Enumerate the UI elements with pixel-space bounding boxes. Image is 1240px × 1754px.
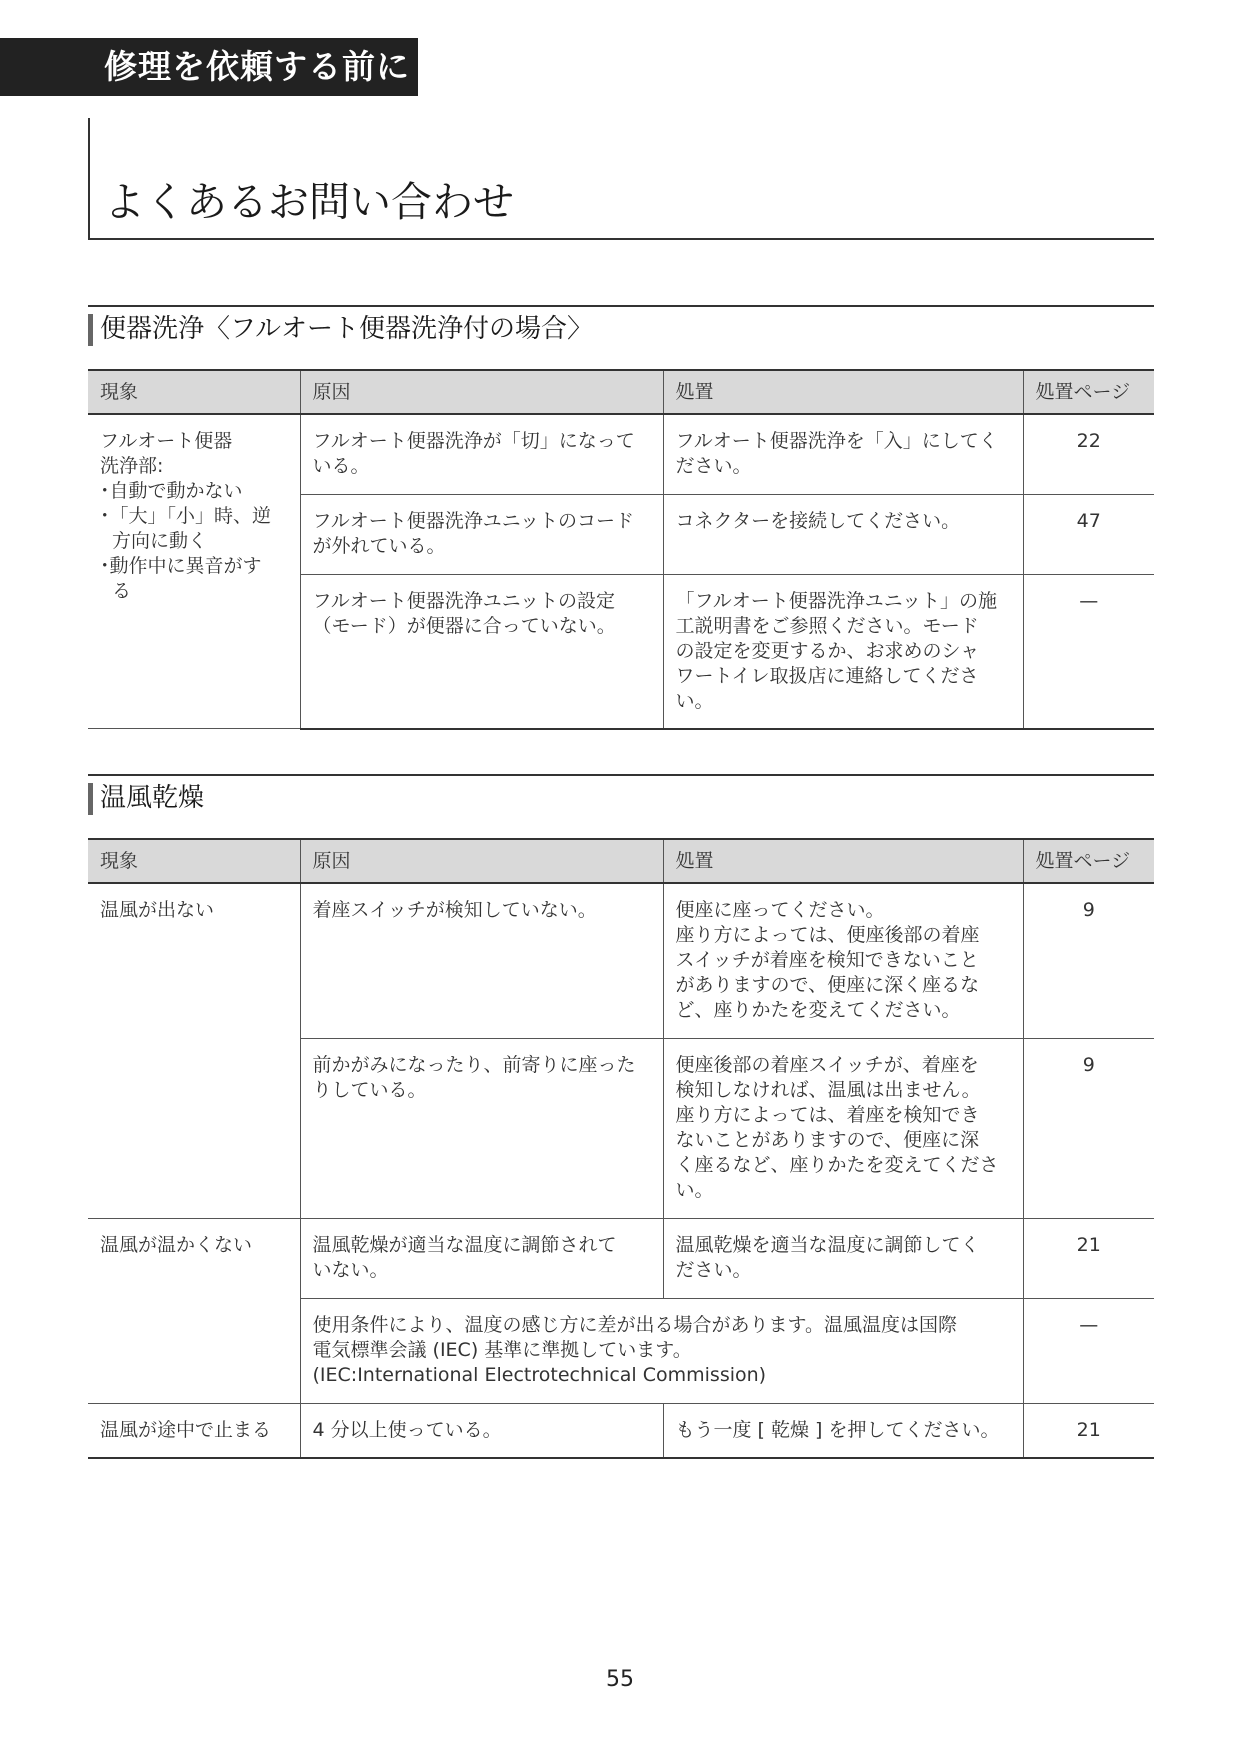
page-ref: 21 [1023, 1218, 1154, 1298]
page-ref: 21 [1023, 1403, 1154, 1458]
remedy-line: 便座に座ってください。 [675, 899, 885, 921]
cause-line: フルオート便器洗浄ユニットのコード [312, 509, 634, 532]
symptom-cell: 温風が途中で止まる [88, 1403, 300, 1458]
note-line: 電気標準会議 (IEC) 基準に準拠しています。 [312, 1338, 692, 1361]
table-row [88, 1403, 1154, 1458]
remedy-line: がありますので、便座に深く座るな [675, 974, 980, 996]
remedy-line: 検知しなければ、温風は出ません。 [675, 1078, 981, 1101]
remedy-line: コネクターを接続してください。 [675, 509, 961, 532]
symptom-line: ･動作中に異音がす [100, 555, 262, 577]
cause-cell [300, 883, 663, 1038]
cause-cell [300, 1218, 663, 1298]
cause-line: りしている。 [312, 1078, 427, 1101]
remedy-line: い。 [675, 689, 714, 712]
title-rule-vertical [88, 118, 90, 240]
cause-cell [300, 574, 663, 729]
section-bar [88, 314, 93, 346]
symptom-line: 方向に動く [112, 530, 208, 552]
col-header-cause: 原因 [300, 839, 663, 883]
remedy-cell [663, 883, 1023, 1038]
cause-cell [300, 494, 663, 574]
cause-line: （モード）が便器に合っていない。 [312, 614, 616, 637]
cause-line: が外れている。 [312, 534, 446, 557]
cause-cell [300, 1038, 663, 1218]
symptom-line: る [112, 580, 132, 602]
note-line: 使用条件により、温度の感じ方に差が出る場合があります。温風温度は国際 [312, 1313, 957, 1336]
col-header-page: 処置ページ [1023, 839, 1154, 883]
table-row [88, 883, 1154, 1038]
remedy-cell [663, 494, 1023, 574]
remedy-cell [663, 1218, 1023, 1298]
table-toilet-flush [88, 369, 1154, 730]
remedy-line: スイッチが着座を検知できないこと [675, 949, 979, 971]
remedy-line: い。 [675, 1178, 714, 1201]
remedy-line: 温風乾燥を適当な温度に調節してく [675, 1233, 980, 1256]
note-cell [300, 1298, 1023, 1403]
cause-line: 前かがみになったり、前寄りに座った [312, 1053, 636, 1076]
cause-cell [300, 1403, 663, 1458]
remedy-line: フルオート便器洗浄を「入」にしてく [675, 430, 998, 452]
col-header-remedy: 処置 [663, 839, 1023, 883]
remedy-line: もう一度 [ 乾燥 ] を押してください。 [675, 1418, 1000, 1441]
col-header-symptom: 現象 [88, 370, 300, 414]
cause-line: フルオート便器洗浄ユニットの設定 [312, 589, 615, 612]
cause-line: いる。 [312, 455, 370, 477]
symptom-line: 洗浄部: [100, 455, 164, 477]
table-warm-air-dry [88, 838, 1154, 1459]
remedy-line: 座り方によっては、着座を検知でき [675, 1103, 980, 1126]
remedy-cell [663, 414, 1023, 494]
page-ref: — [1023, 574, 1154, 729]
remedy-line: の設定を変更するか、お求めのシャ [675, 639, 980, 662]
section-rule [88, 305, 1154, 307]
table-row [88, 414, 1154, 494]
remedy-line: 便座後部の着座スイッチが、着座を [675, 1053, 979, 1076]
page-ref: 47 [1023, 494, 1154, 574]
col-header-remedy: 処置 [663, 370, 1023, 414]
remedy-line: 「フルオート便器洗浄ユニット」の施 [675, 589, 997, 612]
cause-cell [300, 414, 663, 494]
table-header-row [88, 370, 1154, 414]
section-rule [88, 774, 1154, 776]
page-title: よくあるお問い合わせ [104, 178, 514, 226]
symptom-cell: 温風が温かくない [88, 1218, 300, 1403]
page-ref: 9 [1023, 1038, 1154, 1218]
remedy-cell [663, 1038, 1023, 1218]
col-header-symptom: 現象 [88, 839, 300, 883]
symptom-line: フルオート便器 [100, 430, 233, 452]
symptom-cell [88, 414, 300, 729]
symptom-line: ･自動で動かない [100, 480, 243, 502]
page-ref: 22 [1023, 414, 1154, 494]
page-number: 55 [606, 1667, 634, 1692]
col-header-cause: 原因 [300, 370, 663, 414]
cause-line: フルオート便器洗浄が「切」になって [312, 430, 635, 452]
section-heading-toilet-flush: 便器洗浄〈フルオート便器洗浄付の場合〉 [100, 314, 593, 344]
remedy-line: ど、座りかたを変えてください。 [675, 999, 961, 1021]
page-ref: — [1023, 1298, 1154, 1403]
table-row [88, 1218, 1154, 1298]
remedy-line: 工説明書をご参照ください。モード [675, 614, 979, 637]
cause-line: 温風乾燥が適当な温度に調節されて [312, 1233, 617, 1256]
cause-line: 着座スイッチが検知していない。 [312, 899, 597, 921]
remedy-cell [663, 1403, 1023, 1458]
remedy-cell [663, 574, 1023, 729]
remedy-line: 座り方によっては、便座後部の着座 [675, 924, 980, 946]
section-bar [88, 783, 93, 815]
note-line: (IEC:International Electrotechnical Commission) [312, 1363, 767, 1386]
cause-line: いない。 [312, 1258, 389, 1281]
page-ref: 9 [1023, 883, 1154, 1038]
cause-line: 4 分以上使っている。 [312, 1418, 502, 1441]
chapter-tab: 修理を依頼する前に [0, 38, 418, 96]
remedy-line: ださい。 [675, 1258, 752, 1281]
remedy-line: ワートイレ取扱店に連絡してくださ [675, 664, 979, 687]
symptom-cell: 温風が出ない [88, 883, 300, 1218]
remedy-line: く座るなど、座りかたを変えてくださ [675, 1153, 999, 1176]
col-header-page: 処置ページ [1023, 370, 1154, 414]
remedy-line: ないことがありますので、便座に深 [675, 1128, 980, 1151]
table-header-row [88, 839, 1154, 883]
symptom-line: ･「大」「小」時、逆 [100, 505, 272, 527]
section-heading-warm-air-dry: 温風乾燥 [100, 783, 205, 813]
remedy-line: ださい。 [675, 455, 752, 477]
title-rule-horizontal [88, 238, 1154, 240]
